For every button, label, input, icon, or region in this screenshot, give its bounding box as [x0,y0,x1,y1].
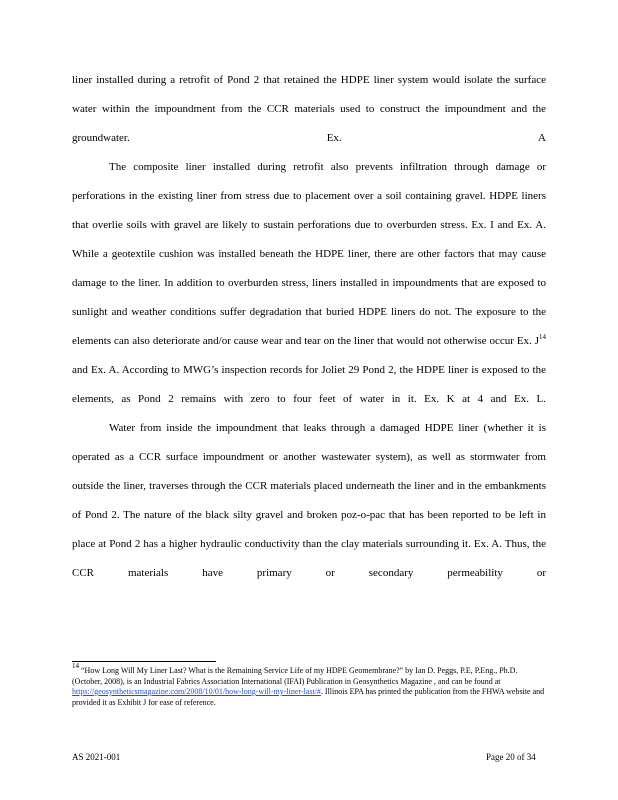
footnote [72,662,546,708]
footnote-link[interactable]: https://geosyntheticsmagazine.com/2008/10/01/how-long-will-my-liner-last/# [72,687,321,696]
case-number: AS 2021-001 [72,752,121,762]
page-number: Page 20 of 34 [486,752,536,762]
footnote-reference: 14 [539,333,546,341]
paragraph-1-text: liner installed during a retrofit of Pond 2 that retained the HDPE liner system would isolate the surface water within the impoundment from the CCR materials used to construct the impoundment and the groundwater. Ex. A [72,74,546,144]
paragraph-2-text-a: The composite liner installed during retrofit also prevents infiltration through damage or perforations in the existing liner from stress due to placement over a soil containing gravel. HDPE liners that overlie soils with gravel are likely to sustain perforations due to overburden stress. Ex. I and Ex. A. While a geotextile cushion was installed beneath the HDPE liner, there are other factors that may cause damage to the liner. In addition to overburden stress, liners installed in impoundments that are exposed to sunlight and weather conditions suffer degradation that buried HDPE liners do not. The exposure to the elements can also deteriorate and/or cause wear and tear on the liner that would not otherwise occur Ex. J [72,161,546,347]
footnote-text-a: “How Long Will My Liner Last? What is the Remaining Service Life of my HDPE Geomembrane?” by Ian D. Peggs, P.E, P.Eng., Ph.D. (October, 2008), is an Industrial Fabrics Association International (IFAI) Publication in Geosynthetics Magazine , and can be found at [72,666,518,686]
paragraph-3-text: Water from inside the impoundment that leaks through a damaged HDPE liner (whether it is operated as a CCR surface impoundment or another wastewater system), as well as stormwater from outside the liner, traverses through the CCR materials placed underneath the liner and in the embankments of Pond 2. The nature of the black silty gravel and broken poz-o-pac that has been reported to be left in place at Pond 2 has a higher hydraulic conductivity than the clay materials surrounding it. Ex. A. Thus, the CCR materials have primary or secondary permeability or [72,422,546,579]
paragraph-3 [72,414,546,588]
footnote-number: 14 [72,662,79,670]
paragraph-1 [72,66,546,153]
footnote-divider [72,661,216,662]
paragraph-2-text-b: and Ex. A. According to MWG’s inspection records for Joliet 29 Pond 2, the HDPE liner is exposed to the elements, as Pond 2 remains with zero to four feet of water in it. Ex. K at 4 and Ex. L. [72,364,546,405]
body-text [72,66,546,588]
paragraph-2 [72,153,546,414]
footnote-text-b: . Illinois EPA has printed the publication from the FHWA website and provided it as Exhibit J for ease of reference. [72,687,545,707]
